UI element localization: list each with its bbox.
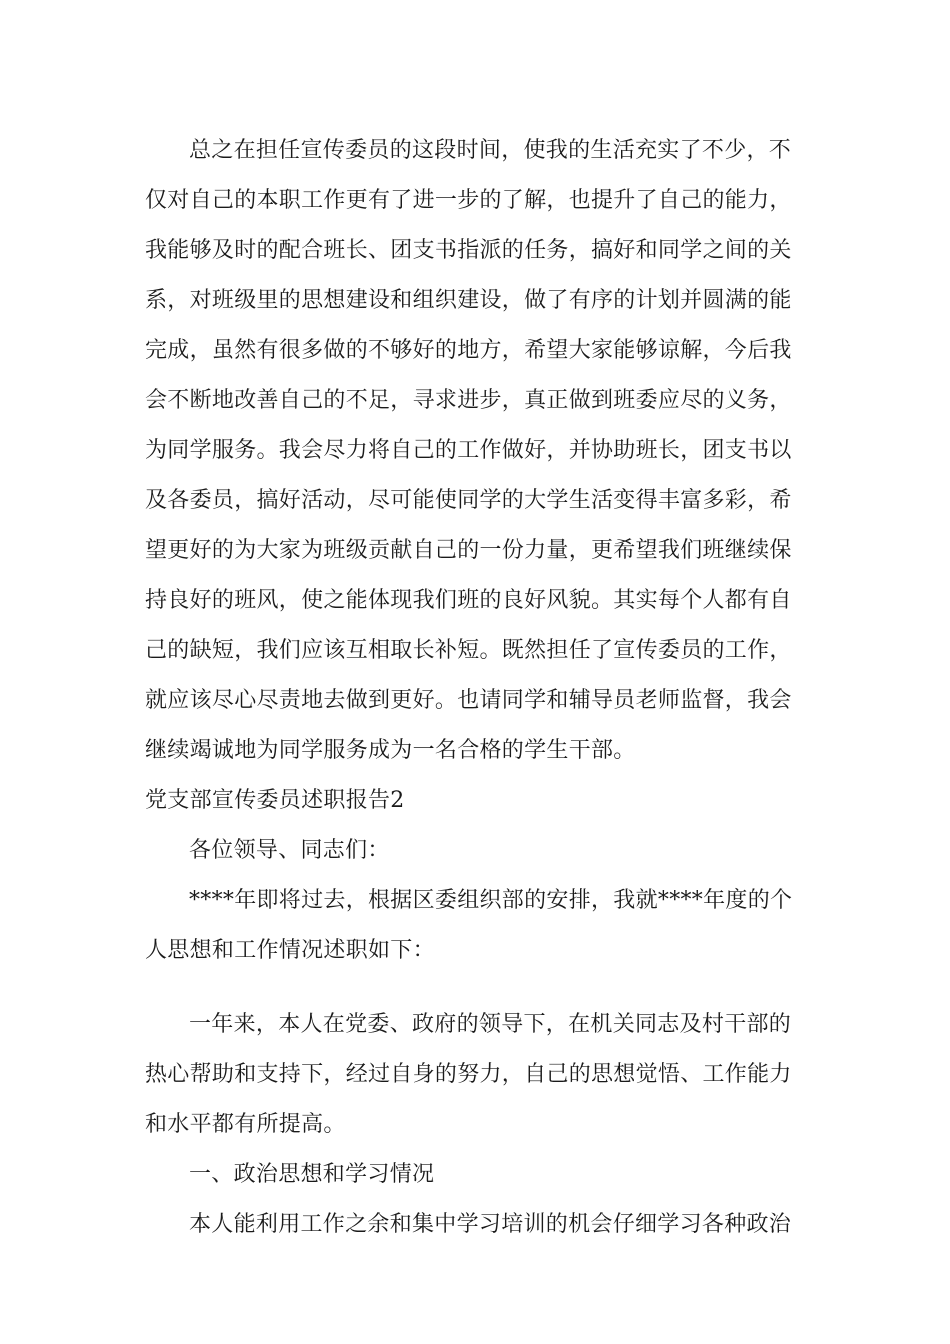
paragraph-line: 本人能利用工作之余和集中学习培训的机会仔细学习各种政治 [189, 1212, 792, 1237]
paragraph-line: 为同学服务。我会尽力将自己的工作做好，并协助班长，团支书以 [145, 438, 792, 463]
paragraph-line: ****年即将过去，根据区委组织部的安排，我就****年度的个 [189, 888, 793, 913]
paragraph-line: 一年来，本人在党委、政府的领导下，在机关同志及村干部的 [189, 1012, 792, 1037]
paragraph-line: 及各委员，搞好活动，尽可能使同学的大学生活变得丰富多彩，希 [145, 488, 792, 513]
paragraph-line: 我能够及时的配合班长、团支书指派的任务，搞好和同学之间的关 [145, 238, 792, 263]
salutation: 各位领导、同志们： [189, 838, 390, 863]
paragraph-line: 持良好的班风，使之能体现我们班的良好风貌。其实每个人都有自 [145, 588, 792, 613]
section-title: 党支部宣传委员述职报告2 [145, 788, 405, 813]
paragraph-line: 人思想和工作情况述职如下： [145, 938, 435, 963]
paragraph-line: 望更好的为大家为班级贡献自己的一份力量，更希望我们班继续保 [145, 538, 792, 563]
paragraph-line: 完成，虽然有很多做的不够好的地方，希望大家能够谅解，今后我 [145, 338, 792, 363]
paragraph-line: 己的缺短，我们应该互相取长补短。既然担任了宣传委员的工作， [145, 638, 792, 663]
paragraph-line: 继续竭诚地为同学服务成为一名合格的学生干部。 [145, 738, 636, 763]
paragraph-line: 会不断地改善自己的不足，寻求进步，真正做到班委应尽的义务， [145, 388, 792, 413]
subsection-heading: 一、政治思想和学习情况 [189, 1162, 435, 1187]
paragraph-line: 总之在担任宣传委员的这段时间，使我的生活充实了不少，不 [189, 138, 792, 163]
paragraph-line: 仅对自己的本职工作更有了进一步的了解，也提升了自己的能力， [145, 188, 792, 213]
paragraph-line: 热心帮助和支持下，经过自身的努力，自己的思想觉悟、工作能力 [145, 1062, 792, 1087]
paragraph-line: 就应该尽心尽责地去做到更好。也请同学和辅导员老师监督，我会 [145, 688, 792, 713]
paragraph-line: 系，对班级里的思想建设和组织建设，做了有序的计划并圆满的能 [145, 288, 792, 313]
paragraph-line: 和水平都有所提高。 [145, 1112, 346, 1137]
